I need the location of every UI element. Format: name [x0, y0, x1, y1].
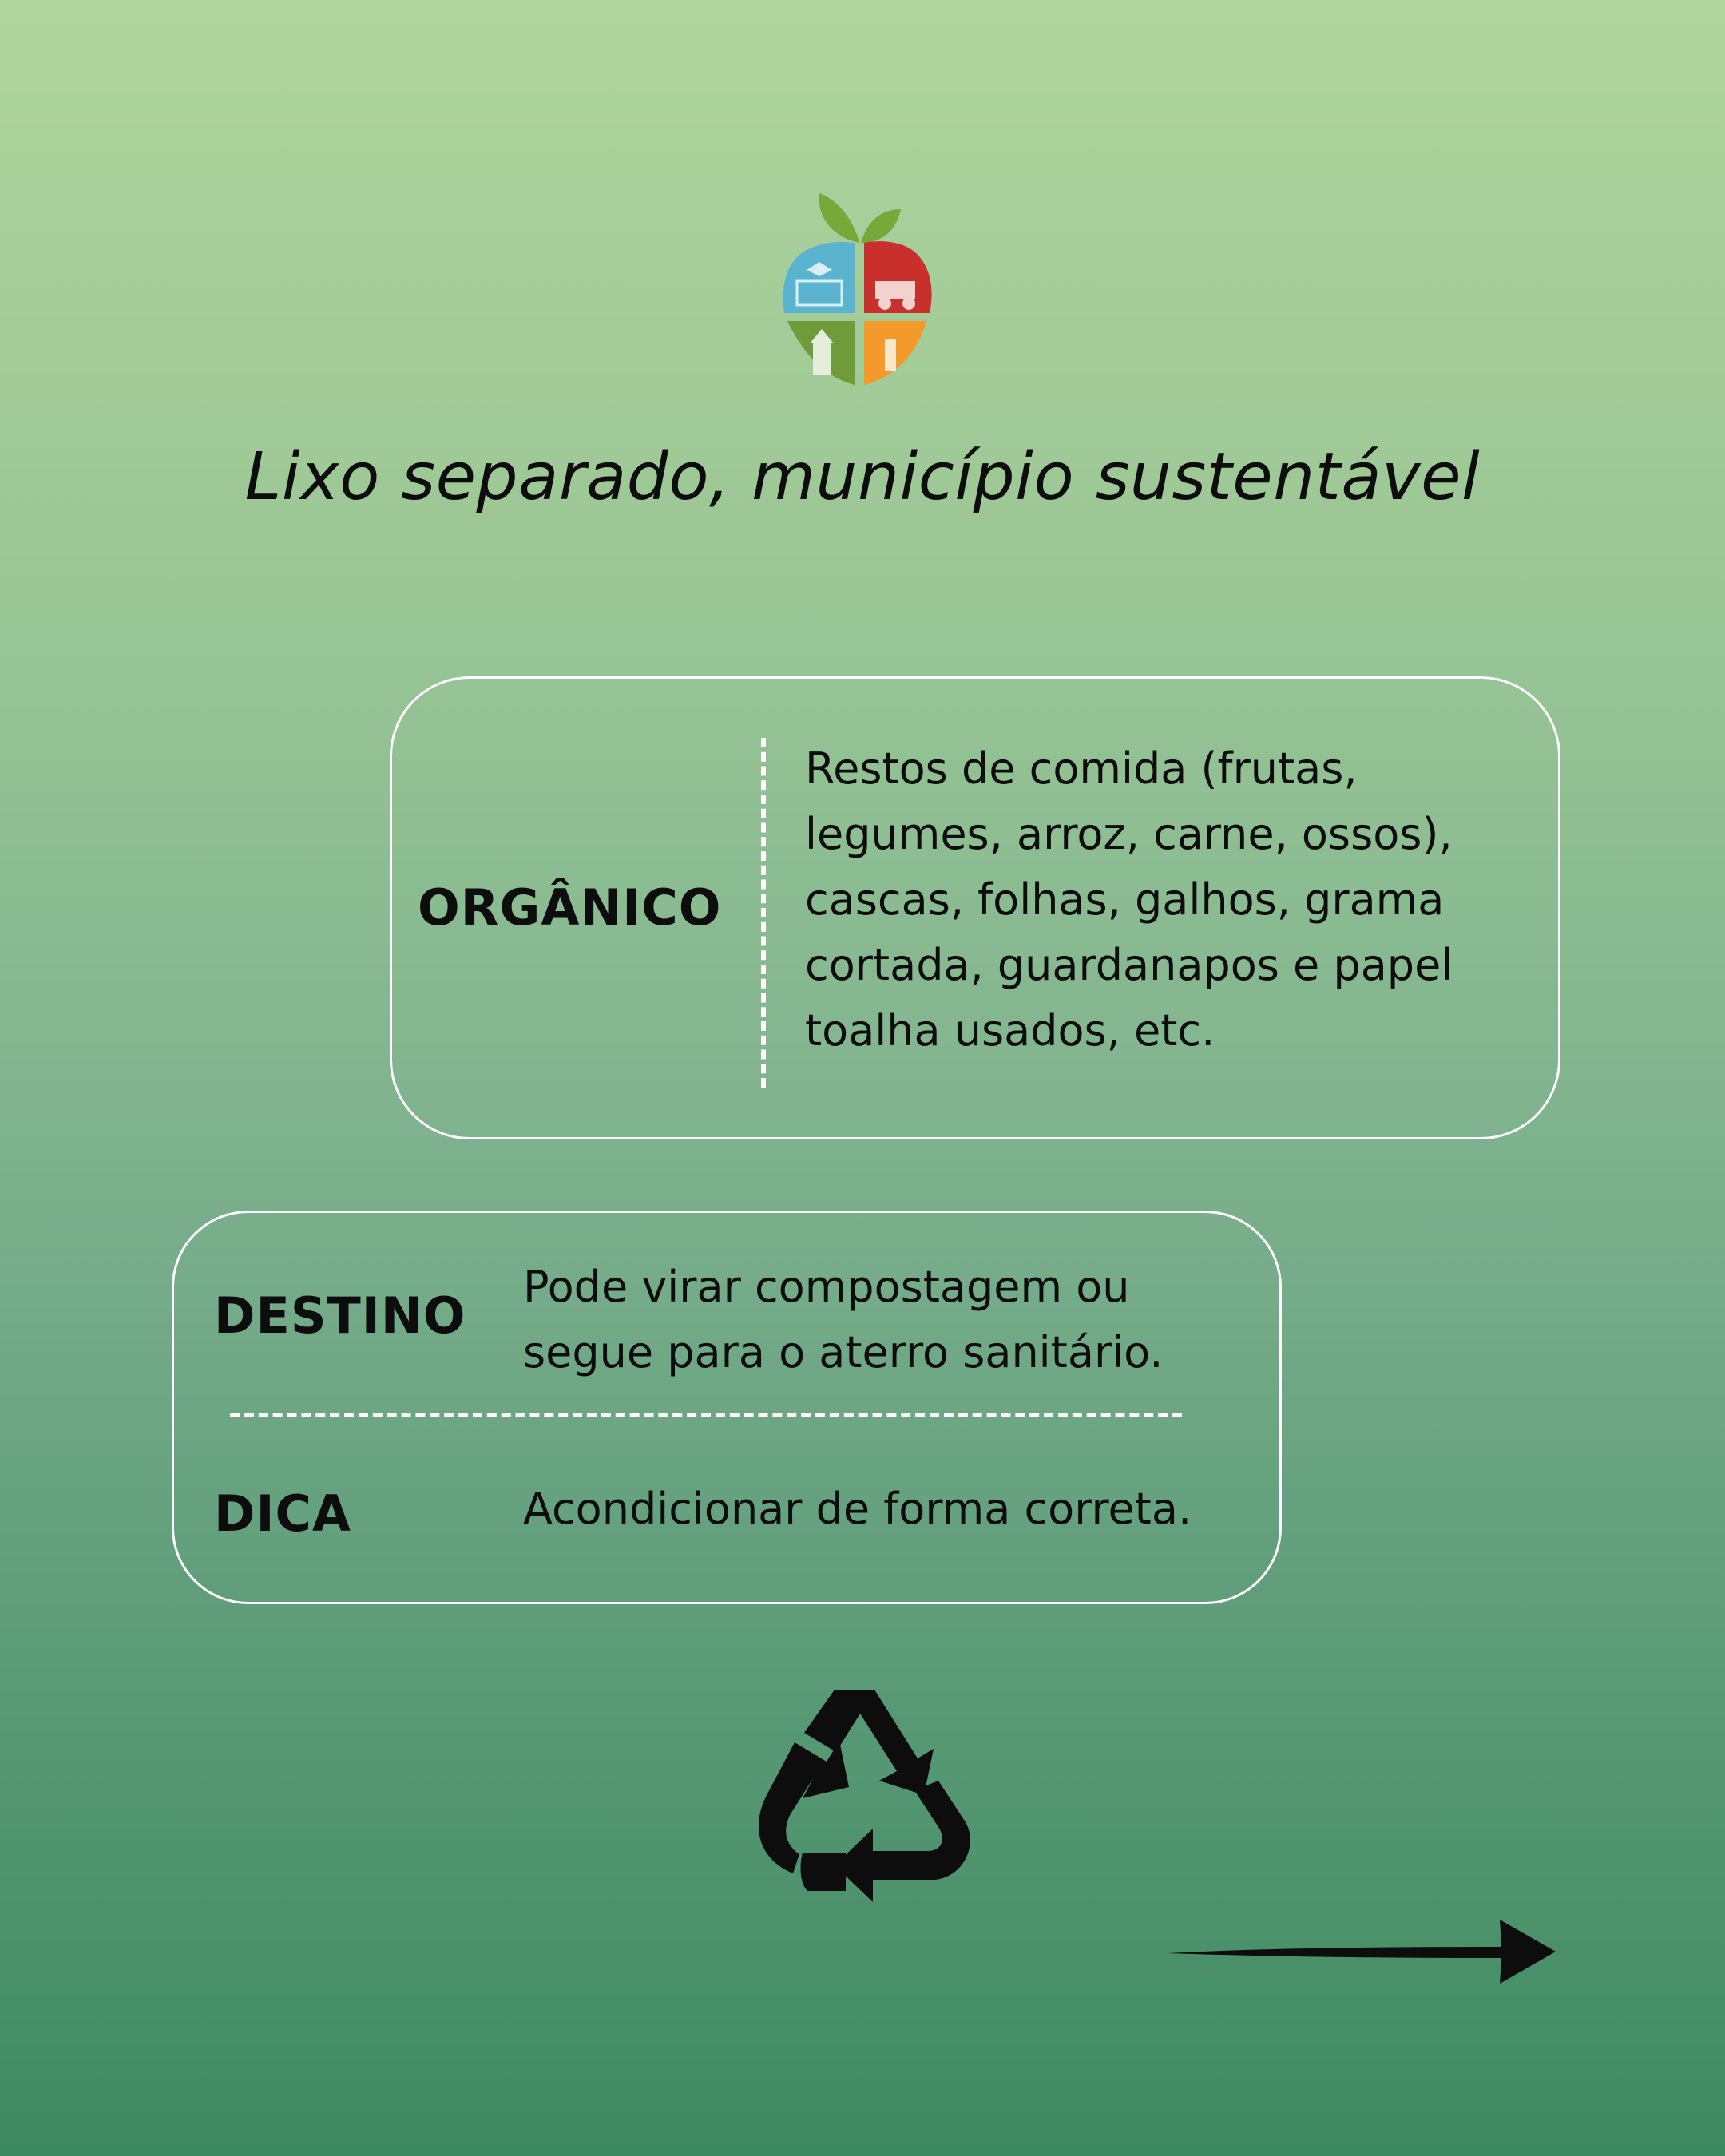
dica-label: DICA [214, 1484, 352, 1543]
destino-dica-card [172, 1211, 1282, 1604]
page-title: Lixo separado, município sustentável [244, 439, 1481, 515]
recycle-icon [747, 1685, 978, 1910]
municipal-logo-icon [781, 193, 934, 386]
destino-text: Pode virar compostagem ou segue para o aterro sanitário. [523, 1262, 1164, 1377]
arrow-right-icon[interactable] [1166, 1916, 1557, 1988]
horizontal-dashed-divider [230, 1413, 1182, 1417]
organico-title: ORGÂNICO [418, 878, 722, 937]
vertical-dashed-divider [761, 738, 766, 1088]
destino-label: DESTINO [214, 1286, 466, 1345]
organico-description: Restos de comida (frutas, legumes, arroz, carne, ossos), cascas, folhas, galhos, grama cortada, guardanapos e papel toalha usados, etc. [805, 743, 1453, 1056]
dica-text: Acondicionar de forma correta. [523, 1484, 1192, 1534]
organico-card [390, 676, 1560, 1139]
